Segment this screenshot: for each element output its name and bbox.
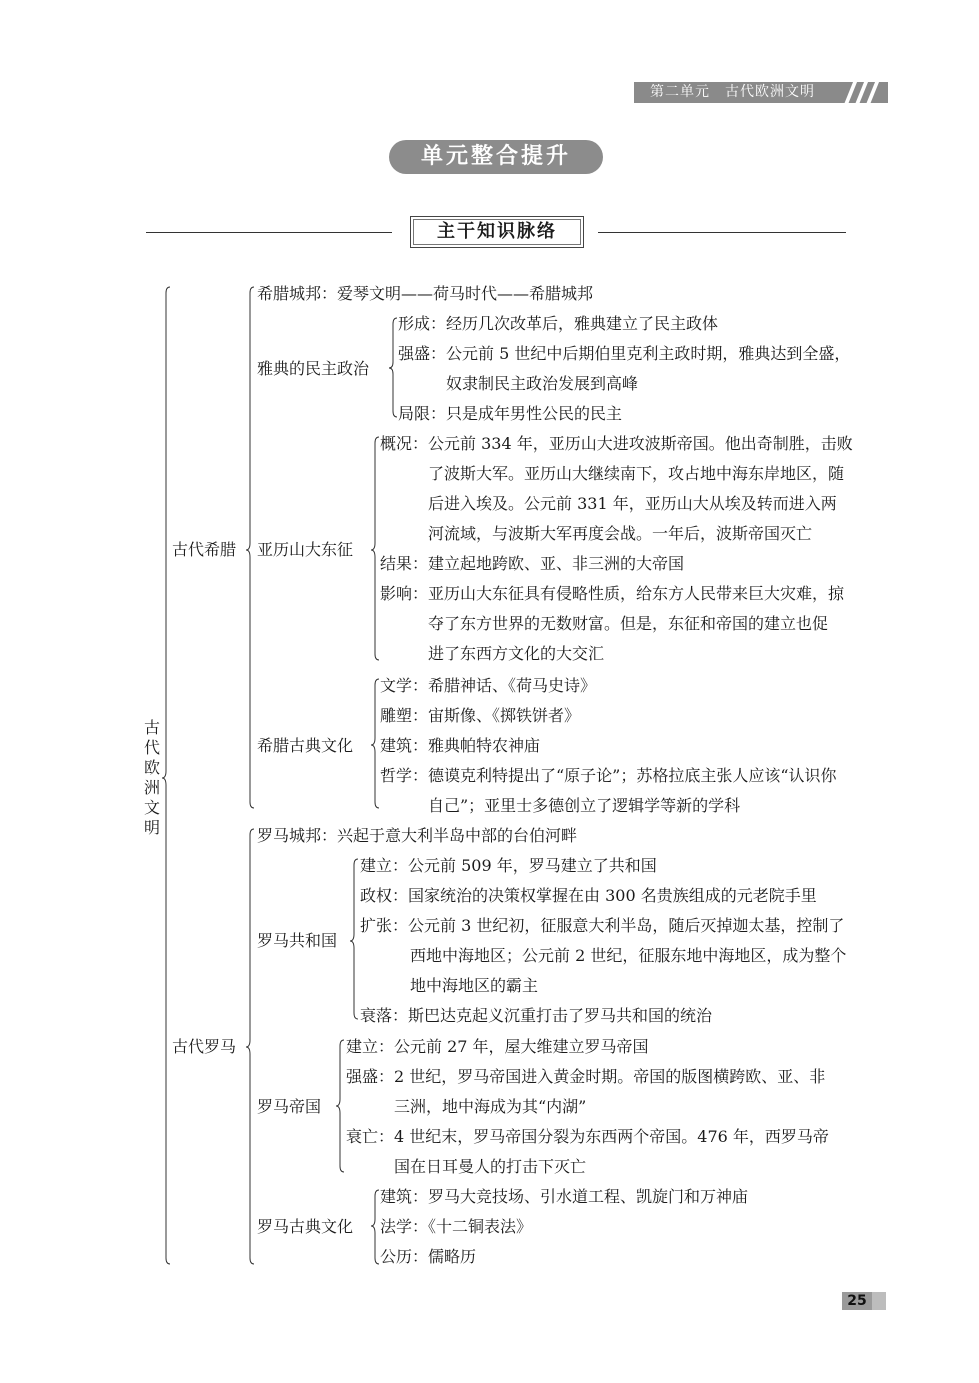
athens-democracy-label: 雅典的民主政治 bbox=[257, 359, 370, 378]
branch-rome: 古代罗马 bbox=[172, 1037, 237, 1056]
republic-expansion-cont-2: 地中海地区的霸主 bbox=[410, 976, 539, 995]
roman-architecture-line: 建筑：罗马大竞技场、引水道工程、凯旋门和万神庙 bbox=[380, 1187, 749, 1206]
alexander-overview-cont-3: 河流域，与波斯大军再度会战。一年后，波斯帝国灭亡 bbox=[428, 524, 813, 543]
page-title: 单元整合提升 bbox=[420, 144, 571, 169]
republic-expansion-cont-1: 西地中海地区；公元前 2 世纪，征服东地中海地区，成为整个 bbox=[410, 946, 847, 965]
athens-limit-line: 局限：只是成年男性公民的民主 bbox=[398, 404, 623, 423]
alexander-impact-cont-1: 夺了东方世界的无数财富。但是，东征和帝国的建立也促 bbox=[428, 614, 829, 633]
republic-brace bbox=[350, 859, 358, 1019]
republic-decline-line: 衰落：斯巴达克起义沉重打击了罗马共和国的统治 bbox=[360, 1006, 713, 1025]
alexander-overview-cont-1: 了波斯大军。亚历山大继续南下，攻占地中海东岸地区，随 bbox=[428, 464, 845, 483]
roman-calendar-line: 公历：儒略历 bbox=[380, 1247, 477, 1266]
empire-fall-cont: 国在日耳曼人的打击下灭亡 bbox=[394, 1157, 587, 1176]
greek-philosophy-line: 哲学：德谟克利特提出了“原子论”；苏格拉底主张人应该“认识你 bbox=[380, 766, 837, 785]
empire-fall-line: 衰亡：4 世纪末，罗马帝国分裂为东西两个帝国。476 年，西罗马帝 bbox=[346, 1127, 829, 1146]
roman-culture-brace bbox=[371, 1190, 379, 1264]
root-label: 古代欧洲文明 bbox=[143, 718, 160, 837]
republic-power-line: 政权：国家统治的决策权掌握在由 300 名贵族组成的元老院手里 bbox=[360, 886, 817, 905]
empire-peak-cont: 三洲，地中海成为其“内湖” bbox=[394, 1097, 587, 1116]
root-brace bbox=[162, 287, 170, 1264]
alexander-brace bbox=[371, 437, 379, 660]
alexander-impact-cont-2: 进了东西方文化的大交汇 bbox=[428, 644, 605, 663]
rome-city-state-line: 罗马城邦：兴起于意大利半岛中部的台伯河畔 bbox=[257, 826, 578, 845]
athens-brace bbox=[389, 318, 397, 417]
empire-peak-line: 强盛：2 世纪，罗马帝国进入黄金时期。帝国的版图横跨欧、亚、非 bbox=[346, 1067, 826, 1086]
greek-city-state-line: 希腊城邦：爱琴文明——荷马时代——希腊城邦 bbox=[257, 284, 594, 303]
empire-brace bbox=[336, 1040, 344, 1172]
republic-founding-line: 建立：公元前 509 年，罗马建立了共和国 bbox=[360, 856, 657, 875]
roman-law-line: 法学：《十二铜表法》 bbox=[380, 1217, 533, 1236]
greek-sculpture-line: 雕塑：宙斯像、《掷铁饼者》 bbox=[380, 706, 581, 725]
greek-architecture-line: 建筑：雅典帕特农神庙 bbox=[380, 736, 541, 755]
alexander-overview-line: 概况：公元前 334 年，亚历山大进攻波斯帝国。他出奇制胜，击败 bbox=[380, 434, 853, 453]
athens-peak-line: 强盛：公元前 5 世纪中后期伯里克利主政时期，雅典达到全盛， bbox=[398, 344, 851, 363]
empire-founding-line: 建立：公元前 27 年，屋大维建立罗马帝国 bbox=[346, 1037, 649, 1056]
roman-culture-label: 罗马古典文化 bbox=[257, 1217, 354, 1236]
greek-literature-line: 文学：希腊神话、《荷马史诗》 bbox=[380, 676, 597, 695]
athens-peak-line-cont: 奴隶制民主政治发展到高峰 bbox=[446, 374, 639, 393]
greek-culture-label: 希腊古典文化 bbox=[257, 736, 354, 755]
section-title: 主干知识脉络 bbox=[437, 221, 557, 242]
alexander-overview-cont-2: 后进入埃及。公元前 331 年，亚历山大从埃及转而进入两 bbox=[428, 494, 837, 513]
greek-philosophy-cont: 自己”；亚里士多德创立了逻辑学等新的学科 bbox=[428, 796, 741, 815]
alexander-label: 亚历山大东征 bbox=[257, 540, 354, 559]
alexander-result-line: 结果：建立起地跨欧、亚、非三洲的大帝国 bbox=[380, 554, 685, 573]
empire-label: 罗马帝国 bbox=[257, 1097, 322, 1116]
unit-label: 第二单元 古代欧洲文明 bbox=[650, 84, 815, 100]
greek-culture-brace bbox=[371, 679, 379, 808]
page-number: 25 bbox=[847, 1293, 867, 1309]
greece-brace bbox=[246, 287, 254, 808]
alexander-impact-line: 影响：亚历山大东征具有侵略性质，给东方人民带来巨大灾难，掠 bbox=[380, 584, 845, 603]
republic-expansion-line: 扩张：公元前 3 世纪初，征服意大利半岛，随后灭掉迦太基，控制了 bbox=[360, 916, 845, 935]
rome-brace bbox=[246, 829, 254, 1264]
branch-greece: 古代希腊 bbox=[172, 540, 237, 559]
republic-label: 罗马共和国 bbox=[257, 931, 338, 950]
athens-formation-line: 形成：经历几次改革后，雅典建立了民主政体 bbox=[398, 314, 719, 333]
